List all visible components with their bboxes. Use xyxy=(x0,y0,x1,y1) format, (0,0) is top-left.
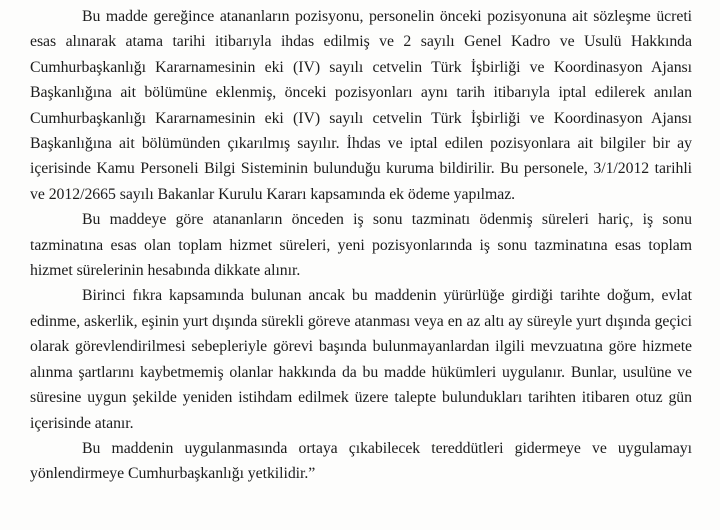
paragraph-absent-personnel: Birinci fıkra kapsamında bulunan ancak bu maddenin yürürlüğe girdiği tarihte doğum, evlat edinme, askerlik, eşinin yurt dışında sürekli göreve atanması veya en az altı ay süreyle yurt dışında geçici olarak görevlendirilmesi sebepleriyle görevi başında bulunmayanlardan ilgili mevzuatına göre hizmete alınma şartlarını kaybetmemiş olanlar hakkında da bu madde hükümleri uygulanır. Bunlar, usulüne ve süresine uygun şekilde yeniden istihdam edilmek üzere talepte bulundukları tarihten itibaren otuz gün içerisinde atanır. xyxy=(30,287,692,432)
paragraph-position-establishment: Bu madde gereğince atananların pozisyonu, personelin önceki pozisyonuna ait sözleşme ücreti esas alınarak atama tarihi itibarıyla ihdas edilmiş ve 2 sayılı Genel Kadro ve Usulü Hakkında Cumhurbaşkanlığı Kararnamesinin eki (IV) sayılı cetvelin Türk İşbirliği ve Koordinasyon Ajansı Başkanlığına ait bölümüne eklenmiş, önceki pozisyonları aynı tarih itibarıyla iptal edilerek anılan Cumhurbaşkanlığı Kararnamesinin eki (IV) sayılı cetvelin Türk İşbirliği ve Koordinasyon Ajansı Başkanlığına ait bölümünden çıkarılmış sayılır. İhdas ve iptal edilen pozisyonlara ait bilgiler bir ay içerisinde Kamu Personeli Bilgi Sisteminin bulunduğu kuruma bildirilir. Bu personele, 3/1/2012 tarihli ve 2012/2665 sayılı Bakanlar Kurulu Kararı kapsamında ek ödeme yapılmaz. xyxy=(30,8,692,203)
paragraph-presidency-authority: Bu maddenin uygulanmasında ortaya çıkabilecek tereddütleri gidermeye ve uygulamayı yönlendirmeye Cumhurbaşkanlığı yetkilidir.” xyxy=(30,439,692,483)
paragraph-severance-service-periods: Bu maddeye göre atananların önceden iş sonu tazminatı ödenmiş süreleri hariç, iş sonu tazminatına esas olan toplam hizmet süreleri, yeni pozisyonlarında iş sonu tazminatına esas toplam hizmet sürelerinin hesabında dikkate alınır. xyxy=(30,211,692,280)
